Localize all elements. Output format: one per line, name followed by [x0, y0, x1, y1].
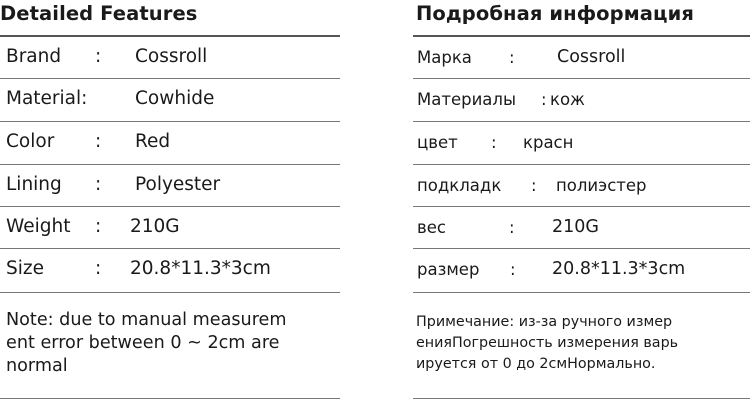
spec-row-color: [0, 123, 340, 165]
note-line: Note: due to manual measurem: [6, 310, 287, 330]
spec-colon: :: [541, 90, 547, 109]
divider: [0, 206, 340, 207]
note-line: ent error between 0 ~ 2cm are: [6, 333, 280, 353]
spec-value: 210G: [130, 216, 180, 237]
divider: [0, 121, 340, 122]
measurement-note: [6, 309, 342, 378]
spec-colon: :: [510, 260, 516, 279]
spec-value: полиэстер: [556, 176, 647, 195]
spec-row-lining: [0, 166, 340, 208]
spec-label: цвет: [417, 133, 458, 152]
spec-value: Cowhide: [135, 88, 215, 109]
spec-value: 20.8*11.3*3cm: [130, 258, 271, 279]
divider: [0, 248, 340, 249]
divider: [0, 398, 340, 399]
spec-label: подкладк: [417, 176, 502, 195]
spec-colon: :: [509, 48, 515, 67]
spec-row-size: [413, 250, 750, 292]
note-line: Примечание: из-за ручного измер: [416, 314, 673, 330]
spec-row-material: [413, 80, 750, 122]
panel-title: Подробная информация: [416, 2, 694, 25]
spec-label: вес: [417, 218, 446, 237]
note-line: ируется от 0 до 2смНормально.: [416, 356, 656, 372]
spec-row-brand: [413, 38, 750, 80]
divider: [413, 398, 750, 399]
note-line: normal: [6, 356, 68, 376]
spec-row-material: [0, 80, 340, 122]
spec-value: Cossroll: [135, 46, 208, 67]
panel-title: Detailed Features: [0, 2, 198, 25]
spec-row-weight: [413, 208, 750, 250]
spec-value: кож: [550, 90, 585, 109]
divider: [413, 206, 750, 207]
spec-value: Cossroll: [557, 47, 626, 67]
spec-value: 20.8*11.3*3cm: [552, 259, 686, 279]
features-panel-en: [0, 0, 340, 403]
spec-label: Color: [6, 131, 55, 152]
spec-row-size: [0, 250, 340, 292]
divider: [0, 292, 340, 293]
spec-label: Material:: [6, 88, 88, 109]
spec-colon: :: [95, 258, 102, 279]
divider: [413, 121, 750, 122]
spec-label: Brand: [6, 46, 62, 67]
spec-label: Size: [6, 258, 44, 279]
spec-value: красн: [523, 133, 574, 152]
divider: [413, 248, 750, 249]
spec-value: 210G: [552, 217, 599, 237]
spec-label: Lining: [6, 174, 62, 195]
divider: [0, 164, 340, 165]
spec-colon: :: [95, 131, 102, 152]
spec-value: Red: [135, 131, 171, 152]
divider: [0, 78, 340, 79]
spec-colon: :: [509, 218, 515, 237]
note-line: енияПогрешность измерения варь: [416, 335, 679, 351]
spec-colon: :: [95, 46, 102, 67]
spec-label: Материалы: [417, 90, 516, 109]
spec-colon: :: [95, 174, 102, 195]
divider: [413, 78, 750, 79]
spec-label: Weight: [6, 216, 71, 237]
spec-row-brand: [0, 38, 340, 80]
spec-value: Polyester: [135, 174, 221, 195]
divider: [413, 35, 750, 37]
divider: [413, 292, 750, 293]
spec-label: Марка: [417, 48, 472, 67]
spec-colon: :: [491, 133, 497, 152]
measurement-note: [416, 312, 750, 375]
divider: [0, 35, 340, 37]
divider: [413, 164, 750, 165]
features-panel-ru: [413, 0, 750, 403]
spec-row-color: [413, 123, 750, 165]
spec-row-weight: [0, 208, 340, 250]
spec-row-lining: [413, 166, 750, 208]
spec-colon: :: [531, 176, 537, 195]
spec-colon: :: [95, 216, 102, 237]
spec-label: размер: [417, 260, 480, 279]
